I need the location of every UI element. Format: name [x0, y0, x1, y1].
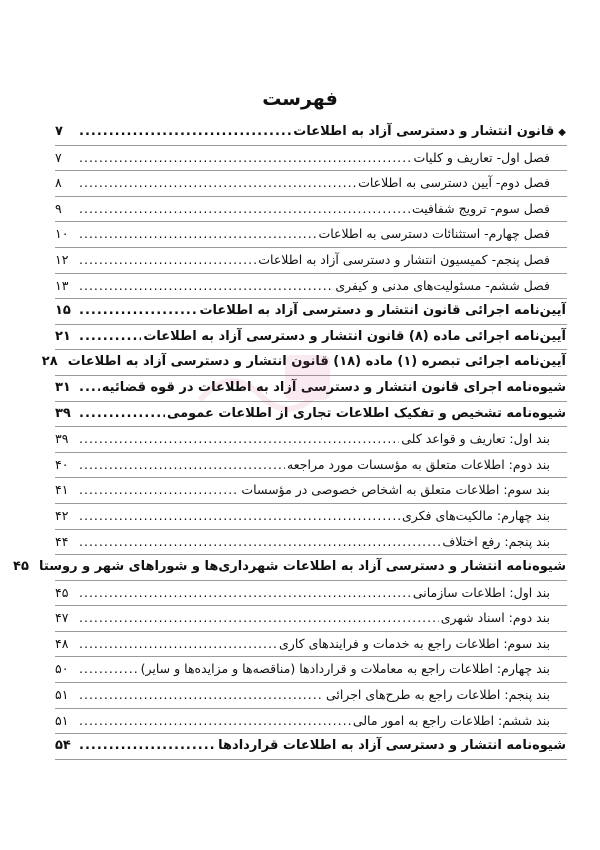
dot-leader	[79, 636, 277, 651]
toc-chapter-row[interactable]	[55, 453, 567, 479]
dot-leader	[79, 508, 400, 523]
toc-entry-text: آیین‌نامه اجرائی قانون انتشار و دسترسی آزاد به اطلاعات	[199, 303, 566, 319]
toc-section-row[interactable]	[41, 350, 567, 376]
toc-chapter-row[interactable]	[55, 248, 567, 274]
toc-entry-title	[442, 534, 566, 549]
toc-chapter-row[interactable]	[55, 478, 567, 504]
toc-entry-title	[441, 610, 566, 625]
toc-entry-text: شیوه‌نامه تشخیص و تفکیک اطلاعات تجاری از اطلاعات عمومی	[166, 405, 566, 421]
toc-entry-text: بند ششم: اطلاعات راجع به امور مالی	[352, 712, 550, 728]
dot-leader	[79, 124, 291, 139]
dot-leader	[79, 150, 411, 165]
toc-entry-title	[413, 585, 566, 600]
toc-page-number: ۴۸	[55, 635, 69, 651]
toc-chapter-row[interactable]	[55, 530, 567, 556]
toc-page-number: ۵۱	[55, 712, 69, 728]
toc-section-row[interactable]	[55, 299, 567, 325]
toc-section-row[interactable]	[55, 325, 567, 351]
dot-leader	[79, 329, 141, 344]
toc-chapter-row[interactable]	[55, 709, 567, 735]
toc-entry-text: آیین‌نامه اجرائی تبصره (۱) ماده (۱۸) قانون انتشار و دسترسی آزاد به اطلاعات	[67, 354, 566, 370]
toc-entry-text: فصل ششم- مسئولیت‌های مدنی و کیفری	[335, 277, 550, 293]
toc-page-number: ۵۴	[55, 738, 71, 754]
toc-page-number: ۴۰	[55, 456, 69, 472]
toc-section-row[interactable]	[55, 402, 567, 428]
toc-entry-text: فصل دوم- آیین دسترسی به اطلاعات	[358, 175, 550, 191]
toc-page-number: ۳۹	[55, 405, 71, 421]
toc-entry-text: بند اول: تعاریف و قواعد کلی	[401, 431, 550, 447]
toc-entry-text: شیوه‌نامه اجرای قانون انتشار و دسترسی آزاد به اطلاعات در قوه قضائیه	[101, 379, 566, 395]
toc-entry-text: بند سوم: اطلاعات راجع به خدمات و فرایندهای کاری	[279, 635, 550, 651]
toc-entry-title	[102, 380, 566, 395]
toc-entry-title	[199, 303, 566, 318]
toc-section-row[interactable]	[55, 120, 567, 146]
toc-chapter-row[interactable]	[55, 632, 567, 658]
toc-page-number: ۲۱	[55, 328, 71, 344]
toc-chapter-row[interactable]	[55, 427, 567, 453]
dot-leader	[79, 534, 440, 549]
toc-page-number: ۱۲	[55, 251, 69, 267]
toc-entry-title	[358, 175, 566, 190]
toc-entry-text: فصل چهارم- استثنائات دسترسی به اطلاعات	[318, 226, 550, 242]
toc-entry-title	[335, 278, 566, 293]
toc-entry-text: بند چهارم: مالکیت‌های فکری	[401, 507, 550, 523]
toc-entry-title	[279, 636, 566, 651]
toc-chapter-row[interactable]	[55, 683, 567, 709]
toc-page-number: ۴۲	[55, 507, 69, 523]
dot-leader	[79, 175, 356, 190]
toc-page-number: ۴۵	[13, 559, 29, 575]
toc-page-number: ۸	[55, 175, 62, 191]
toc-entry-title	[293, 124, 566, 139]
toc-section-row[interactable]	[55, 734, 567, 760]
toc-entry-title	[68, 354, 566, 369]
toc-page-number: ۱۰	[55, 226, 69, 242]
toc-entry-title	[241, 482, 566, 497]
toc-page-number: ۷	[55, 124, 63, 139]
dot-leader	[79, 713, 351, 728]
page-title: فهرست	[262, 88, 338, 110]
toc-chapter-row[interactable]	[55, 581, 567, 607]
toc-entry-title	[143, 329, 566, 344]
toc-page-number: ۲۸	[41, 354, 58, 370]
toc-entry-text: بند دوم: اسناد شهری	[440, 610, 550, 626]
toc-page-number: ۳۹	[55, 431, 69, 447]
toc-page-number: ۹	[55, 200, 62, 216]
toc-page-number: ۴۵	[55, 584, 69, 600]
toc-entry-text: آیین‌نامه اجرائی ماده (۸) قانون انتشار و دسترسی آزاد به اطلاعات	[143, 328, 566, 344]
dot-leader	[79, 226, 316, 241]
toc-page-number: ۱۳	[55, 277, 69, 293]
toc-chapter-row[interactable]	[55, 606, 567, 632]
dot-leader	[79, 380, 100, 395]
toc-entry-text: بند اول: اطلاعات سازمانی	[412, 584, 550, 600]
toc-entry-title	[258, 252, 566, 267]
dot-leader	[79, 278, 333, 293]
toc-entry-text: بند دوم: اطلاعات متعلق به مؤسسات مورد مراجعه	[287, 456, 550, 472]
toc-chapter-row[interactable]	[55, 222, 567, 248]
toc-entry-title	[167, 406, 566, 421]
toc-entry-text: فصل پنجم- کمیسیون انتشار و دسترسی آزاد به اطلاعات	[258, 251, 550, 267]
toc-entry-title	[326, 687, 566, 702]
toc-chapter-row[interactable]	[55, 657, 567, 683]
dot-leader	[79, 482, 239, 497]
dot-leader	[79, 585, 411, 600]
toc-entry-title	[402, 508, 566, 523]
toc-page-number: ۴۷	[55, 610, 69, 626]
toc-chapter-row[interactable]	[55, 274, 567, 300]
toc-entry-title	[353, 713, 566, 728]
toc-entry-title	[318, 226, 566, 241]
toc-page-number: ۷	[55, 149, 62, 165]
toc-entry-text: قانون انتشار و دسترسی آزاد به اطلاعات	[293, 124, 555, 139]
dot-leader	[79, 738, 216, 753]
toc-entry-text: بند پنجم: رفع اختلاف	[442, 533, 550, 549]
dot-leader	[79, 201, 410, 216]
dot-leader	[79, 457, 285, 472]
toc-entry-text: بند چهارم: اطلاعات راجع به معاملات و قراردادها (مناقصه‌ها و مزایده‌ها و سایر)	[140, 661, 550, 677]
toc-section-row[interactable]	[55, 376, 567, 402]
toc-page-number: ۵۰	[55, 661, 69, 677]
toc-page-number: ۴۴	[55, 533, 69, 549]
toc-chapter-row[interactable]	[55, 146, 567, 172]
toc-entry-title	[412, 201, 566, 216]
toc-chapter-row[interactable]	[55, 504, 567, 530]
toc-entry-text: فصل اول- تعاریف و کلیات	[413, 149, 550, 165]
toc-section-row[interactable]	[13, 555, 567, 581]
toc-entry-title	[141, 661, 566, 676]
toc-page-number: ۴۱	[55, 482, 69, 498]
toc-entry-text: شیوه‌نامه انتشار و دسترسی آزاد به اطلاعات شهرداری‌ها و شوراهای شهر و روستا	[39, 559, 566, 575]
toc-entry-title	[287, 457, 566, 472]
toc-entry-text: شیوه‌نامه انتشار و دسترسی آزاد به اطلاعات قراردادها	[218, 738, 566, 754]
toc-entry-title	[218, 738, 566, 753]
dot-leader	[79, 303, 197, 318]
dot-leader	[79, 431, 399, 446]
dot-leader	[79, 252, 256, 267]
toc-entry-text: بند سوم: اطلاعات متعلق به اشخاص خصوصی در مؤسسات	[241, 482, 550, 498]
toc-entry-text: فصل سوم- ترویج شفافیت	[412, 200, 550, 216]
toc-entry-title	[413, 150, 566, 165]
toc-chapter-row[interactable]	[55, 197, 567, 223]
dot-leader	[79, 661, 139, 676]
toc-chapter-row[interactable]	[55, 171, 567, 197]
toc-page-number: ۵۱	[55, 687, 69, 703]
toc-page-number: ۳۱	[55, 379, 71, 395]
toc-page-number: ۱۵	[55, 303, 71, 319]
dot-leader	[79, 406, 165, 421]
toc-entry-title	[401, 431, 566, 446]
toc-entry-text: بند پنجم: اطلاعات راجع به طرح‌های اجرائی	[325, 687, 550, 703]
dot-leader	[79, 610, 439, 625]
dot-leader	[79, 687, 324, 702]
table-of-contents	[13, 120, 567, 760]
diamond-bullet-icon: ◆	[558, 127, 566, 138]
toc-entry-title	[39, 559, 566, 574]
